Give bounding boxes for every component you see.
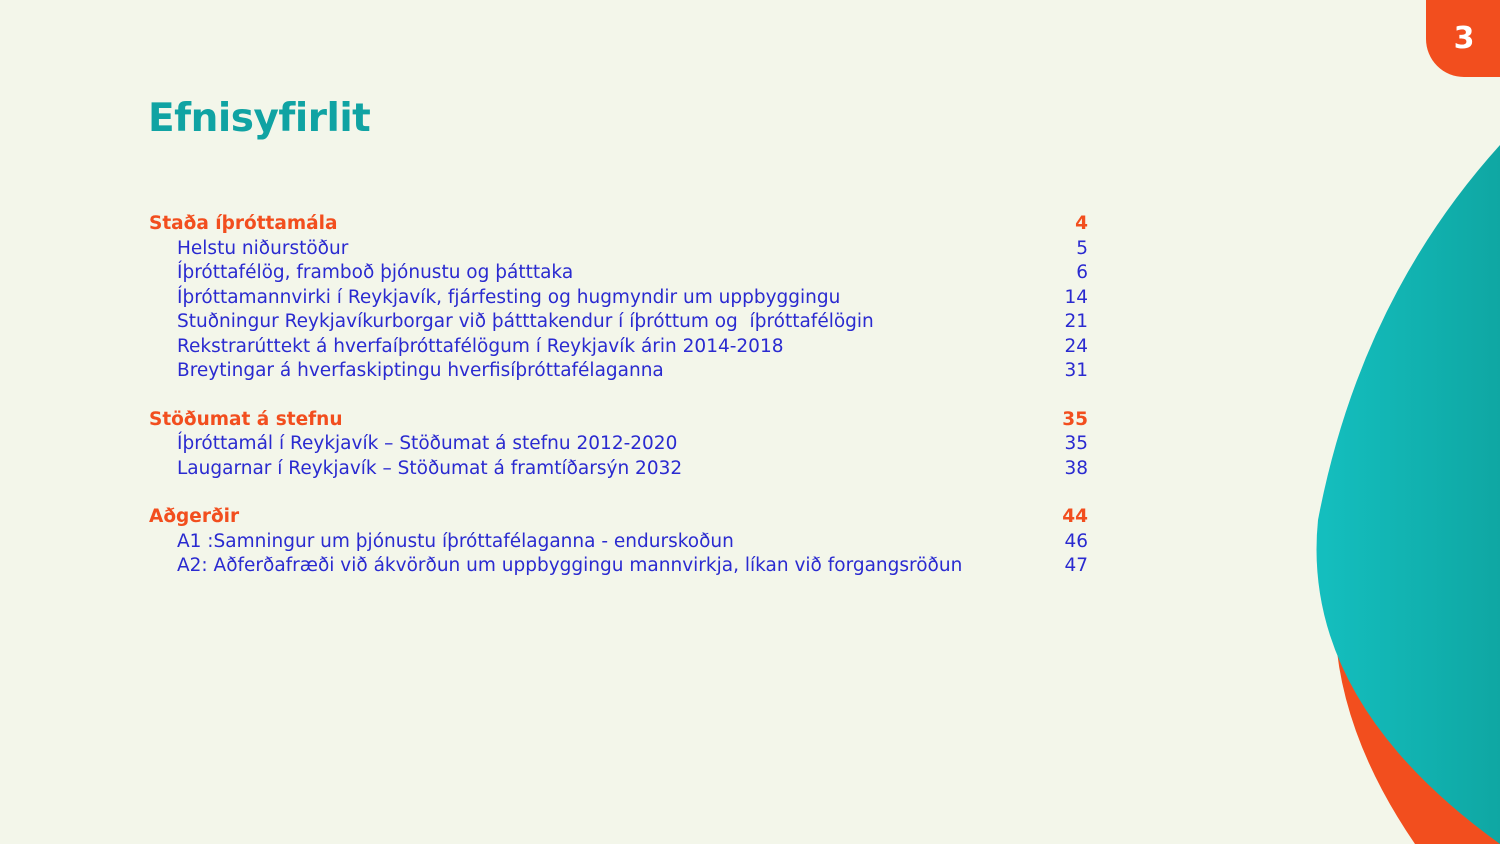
- toc-page-number: 4: [1075, 213, 1088, 234]
- toc-heading[interactable]: Stöðumat á stefnu 35: [149, 408, 1088, 433]
- toc-item[interactable]: Íþróttamál í Reykjavík – Stöðumat á stefnu 2012-2020 35: [149, 432, 1088, 457]
- toc-page-number: 24: [1064, 335, 1088, 357]
- toc-page-number: 38: [1064, 457, 1088, 479]
- teal-wave-shape: [1317, 145, 1500, 844]
- toc-item[interactable]: Stuðningur Reykjavíkurborgar við þátttakendur í íþróttum og íþróttafélögin 21: [149, 310, 1088, 335]
- toc-page-number: 44: [1062, 506, 1088, 527]
- toc-item[interactable]: A2: Aðferðafræði við ákvörðun um uppbyggingu mannvirkja, líkan við forgangsröðun 47: [149, 554, 1088, 579]
- toc-page-number: 21: [1064, 311, 1088, 332]
- toc-section: [149, 505, 1088, 579]
- toc-section: [149, 212, 1088, 384]
- page-title: Efnisyfirlit: [148, 96, 371, 141]
- toc-item[interactable]: Helstu niðurstöður 5: [149, 237, 1088, 262]
- toc-page-number: 46: [1064, 530, 1088, 552]
- table-of-contents: [149, 212, 1088, 603]
- toc-item[interactable]: A1 :Samningur um þjónustu íþróttafélaganna - endurskoðun 46: [149, 530, 1088, 555]
- toc-page-number: 35: [1064, 433, 1088, 454]
- toc-page-number: 31: [1064, 360, 1088, 381]
- toc-page-number: 5: [1076, 237, 1088, 259]
- toc-heading[interactable]: Aðgerðir 44: [149, 505, 1088, 530]
- toc-page-number: 35: [1062, 408, 1088, 430]
- toc-item[interactable]: Rekstrarúttekt á hverfaíþróttafélögum í Reykjavík árin 2014-2018 24: [149, 335, 1088, 360]
- toc-item[interactable]: Íþróttamannvirki í Reykjavík, fjárfesting og hugmyndir um uppbyggingu 14: [149, 286, 1088, 311]
- toc-item[interactable]: Laugarnar í Reykjavík – Stöðumat á framtíðarsýn 2032 38: [149, 457, 1088, 482]
- page-number-badge: 3: [1426, 0, 1500, 77]
- toc-item[interactable]: Íþróttafélög, framboð þjónustu og þátttaka 6: [149, 261, 1088, 286]
- toc-page-number: 14: [1064, 286, 1088, 308]
- toc-page-number: 47: [1064, 555, 1088, 576]
- toc-page-number: 6: [1076, 262, 1088, 283]
- toc-section: [149, 408, 1088, 482]
- toc-item[interactable]: Breytingar á hverfaskiptingu hverfisíþróttafélaganna 31: [149, 359, 1088, 384]
- toc-heading[interactable]: Staða íþróttamála 4: [149, 212, 1088, 237]
